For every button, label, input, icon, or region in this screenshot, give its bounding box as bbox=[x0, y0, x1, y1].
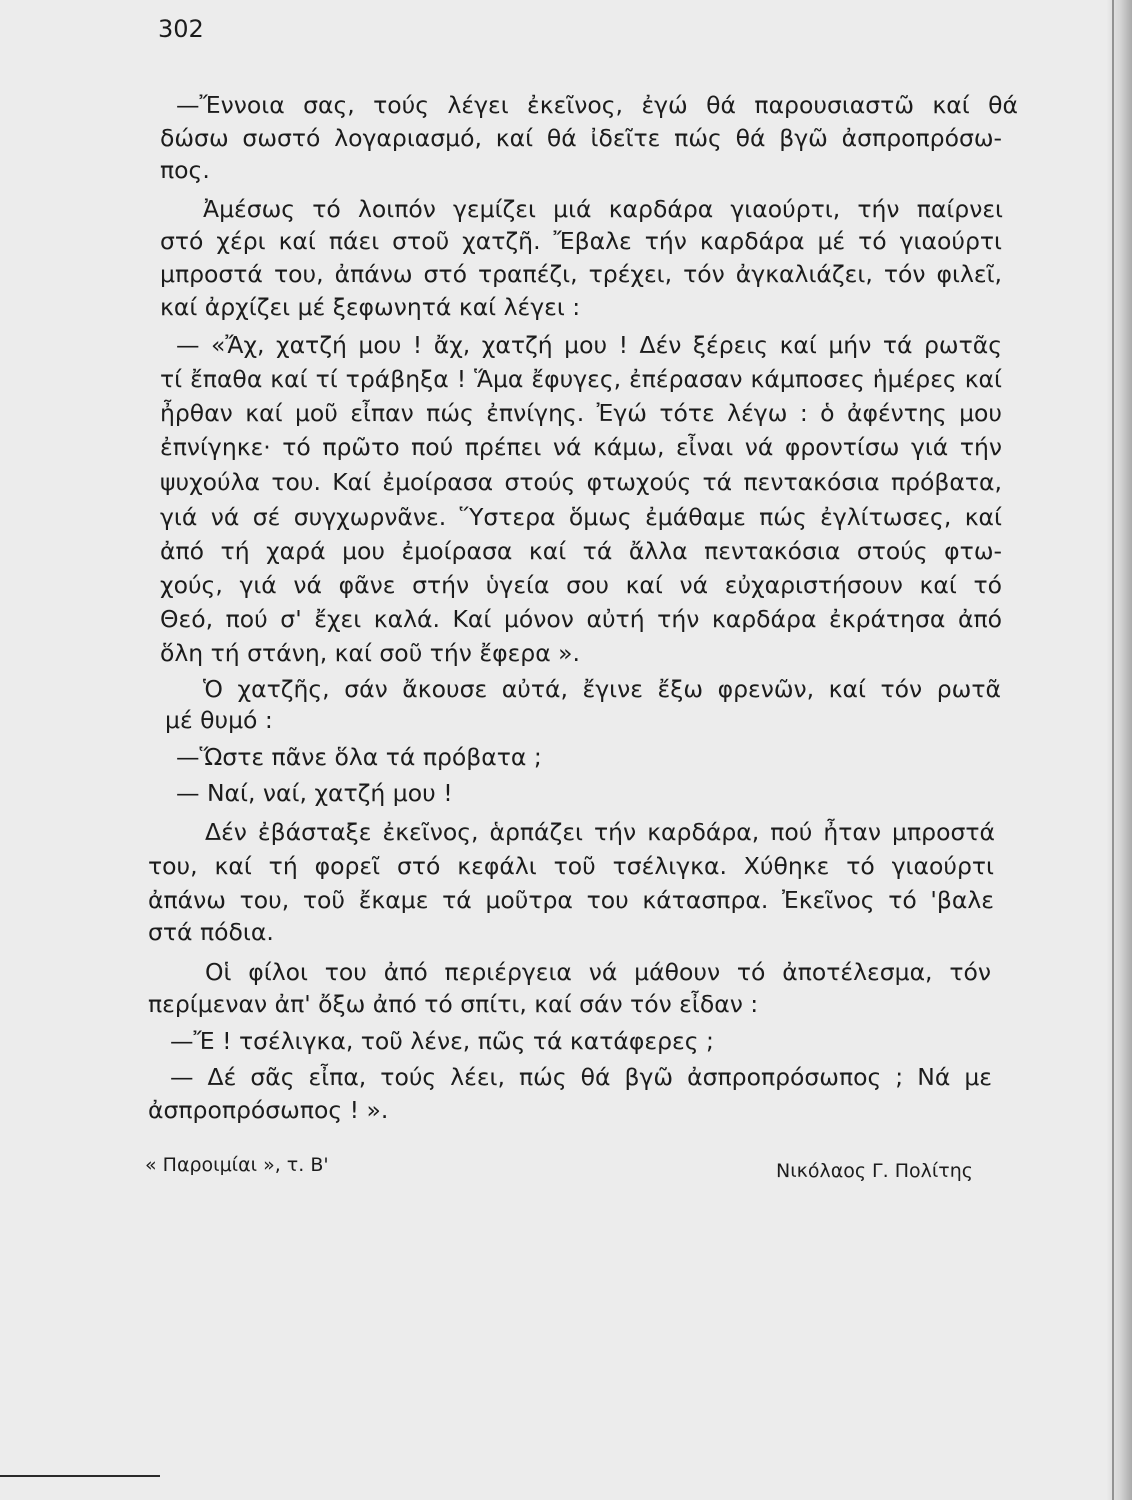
page-edge-line bbox=[1112, 0, 1114, 1500]
text-line: ἀπό τή χαρά μου ἐμοίρασα καί τά ἄλλα πεντακόσια στούς φτω- bbox=[160, 537, 1002, 565]
bottom-rule bbox=[0, 1475, 160, 1477]
text-line: χούς, γιά νά φᾶνε στήν ὑγεία σου καί νά εὐχαριστήσουν καί τό bbox=[160, 571, 1002, 599]
text-line: μέ θυμό : bbox=[165, 706, 273, 734]
text-line: —Ὥστε πᾶνε ὅλα τά πρόβατα ; bbox=[176, 743, 542, 771]
text-line: ψυχούλα του. Καί ἐμοίρασα στούς φτωχούς τά πεντακόσια πρόβατα, bbox=[160, 468, 1002, 496]
text-line: στό χέρι καί πάει στοῦ χατζῆ. Ἔβαλε τήν καρδάρα μέ τό γιαούρτι bbox=[160, 227, 1002, 255]
text-line: Ἀμέσως τό λοιπόν γεμίζει μιά καρδάρα γιαούρτι, τήν παίρνει bbox=[203, 195, 1003, 223]
author-signature: Νικόλαος Γ. Πολίτης bbox=[776, 1160, 973, 1182]
text-line: — «Ἄχ, χατζή μου ! ἄχ, χατζή μου ! Δέν ξέρεις καί μήν τά ρωτᾶς bbox=[176, 331, 1002, 359]
text-line: περίμεναν ἀπ' ὄξω ἀπό τό σπίτι, καί σάν τόν εἶδαν : bbox=[148, 990, 759, 1018]
text-line: ὅλη τή στάνη, καί σοῦ τήν ἔφερα ». bbox=[160, 639, 581, 667]
text-line: —Ἔννοια σας, τούς λέγει ἐκεῖνος, ἐγώ θά παρουσιαστῶ καί θά bbox=[176, 91, 1018, 119]
text-line: στά πόδια. bbox=[148, 918, 274, 946]
text-line: τί ἔπαθα καί τί τράβηξα ! Ἅμα ἔφυγες, ἐπέρασαν κάμποσες ἡμέρες καί bbox=[160, 365, 1002, 393]
text-line: ἀπάνω του, τοῦ ἔκαμε τά μοῦτρα του κάτασπρα. Ἐκεῖνος τό 'βαλε bbox=[148, 886, 994, 914]
text-line: Θεό, πού σ' ἔχει καλά. Καί μόνον αὐτή τήν καρδάρα ἐκράτησα ἀπό bbox=[160, 605, 1002, 633]
text-line: ἀσπροπρόσωπος ! ». bbox=[148, 1096, 389, 1124]
source-citation: « Παροιμίαι », τ. Β' bbox=[145, 1154, 329, 1176]
text-line: Δέν ἐβάσταξε ἐκεῖνος, ἁρπάζει τήν καρδάρα, πού ἦταν μπροστά bbox=[205, 818, 995, 846]
text-line: πος. bbox=[160, 156, 210, 184]
text-line: δώσω σωστό λογαριασμό, καί θά ἰδεῖτε πώς θά βγῶ ἀσπροπρόσω- bbox=[160, 124, 1002, 152]
text-line: του, καί τή φορεῖ στό κεφάλι τοῦ τσέλιγκα. Χύθηκε τό γιαούρτι bbox=[148, 852, 994, 880]
page-number: 302 bbox=[158, 15, 204, 43]
text-line: —Ἔ ! τσέλιγκα, τοῦ λένε, πῶς τά κατάφερες ; bbox=[170, 1027, 714, 1055]
text-line: καί ἀρχίζει μέ ξεφωνητά καί λέγει : bbox=[160, 293, 581, 321]
text-line: μπροστά του, ἀπάνω στό τραπέζι, τρέχει, τόν ἀγκαλιάζει, τόν φιλεῖ, bbox=[160, 260, 1002, 288]
page-edge-shadow bbox=[1106, 0, 1132, 1500]
text-line: ἦρθαν καί μοῦ εἶπαν πώς ἐπνίγης. Ἐγώ τότε λέγω : ὁ ἀφέντης μου bbox=[160, 399, 1002, 427]
text-line: — Δέ σᾶς εἶπα, τούς λέει, πώς θά βγῶ ἀσπροπρόσωπος ; Νά με bbox=[170, 1063, 992, 1091]
text-line: ἐπνίγηκε· τό πρῶτο πού πρέπει νά κάμω, εἶναι νά φροντίσω γιά τήν bbox=[160, 433, 1002, 461]
text-line: Ὁ χατζῆς, σάν ἄκουσε αὐτά, ἔγινε ἔξω φρενῶν, καί τόν ρωτᾶ bbox=[203, 675, 1001, 703]
text-line: γιά νά σέ συγχωρνᾶνε. Ὕστερα ὅμως ἐμάθαμε πώς ἐγλίτωσες, καί bbox=[160, 503, 1002, 531]
text-line: — Ναί, ναί, χατζή μου ! bbox=[176, 779, 453, 807]
text-line: Οἱ φίλοι του ἀπό περιέργεια νά μάθουν τό ἀποτέλεσμα, τόν bbox=[205, 958, 991, 986]
